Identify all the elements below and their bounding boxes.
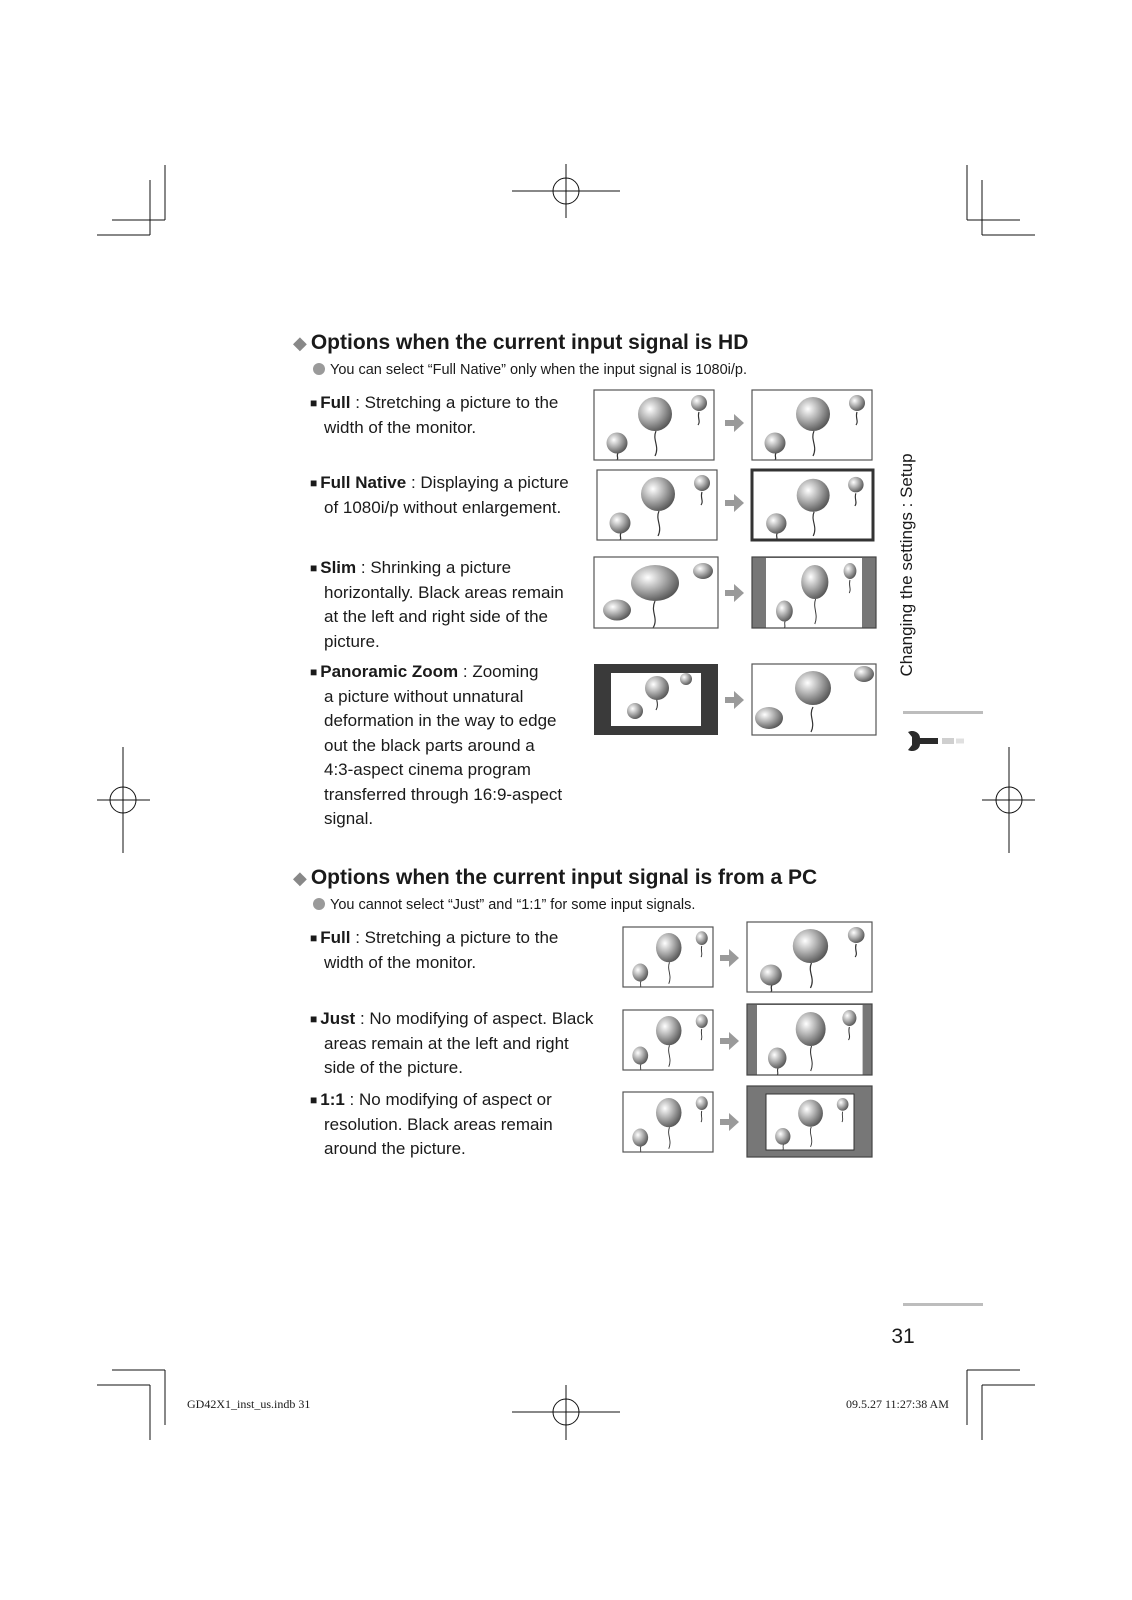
pc-just-before	[623, 1010, 713, 1070]
pc-item-just: ■ Just : No modifying of aspect. Black areas remain at the left and right side of the picture.	[310, 1009, 594, 1077]
arrow-right-icon	[720, 1113, 739, 1131]
pc-full-before	[623, 927, 713, 987]
arrow-right-icon	[720, 949, 739, 967]
hd-item-full: ■ Full : Stretching a picture to the width of the monitor.	[310, 393, 559, 437]
hd-full-before	[594, 390, 714, 460]
arrow-right-icon	[725, 691, 744, 709]
arrow-right-icon	[725, 494, 744, 512]
hd-item-slim: ■ Slim : Shrinking a picture horizontally. Black areas remain at the left and right side of the picture.	[310, 558, 564, 651]
hd-panoramic-zoom-after	[752, 664, 876, 735]
section-pc-heading: ◆ Options when the current input signal is from a PC	[293, 866, 818, 889]
section-hd-note: You can select “Full Native” only when the input signal is 1080i/p.	[313, 362, 747, 378]
pc-1-1-after	[747, 1086, 872, 1157]
arrow-right-icon	[720, 1032, 739, 1050]
footer-file-info: GD42X1_inst_us.indb 31	[187, 1397, 311, 1411]
side-tab-divider	[903, 711, 983, 714]
pc-item-1-1: ■ 1:1 : No modifying of aspect or resolution. Black areas remain around the picture.	[310, 1090, 553, 1158]
side-tab-label: Changing the settings : Setup	[897, 453, 916, 677]
arrow-right-icon	[725, 584, 744, 602]
page-number: 31	[891, 1325, 915, 1348]
pc-just-after	[747, 1004, 872, 1075]
wrench-icon	[908, 731, 964, 751]
hd-slim-after	[752, 557, 876, 628]
hd-full-native-after	[752, 470, 873, 540]
section-pc-note: You cannot select “Just” and “1:1” for some input signals.	[313, 897, 695, 913]
page-number-divider	[903, 1303, 983, 1306]
section-hd-heading: ◆ Options when the current input signal is HD	[293, 331, 749, 354]
diamond-icon: ◆	[293, 868, 307, 888]
pc-1-1-before	[623, 1092, 713, 1152]
pc-full-after	[747, 922, 872, 992]
pc-item-full: ■ Full : Stretching a picture to the width of the monitor.	[310, 928, 559, 972]
hd-item-full-native: ■ Full Native : Displaying a picture of 1080i/p without enlargement.	[310, 473, 569, 517]
hd-slim-before	[594, 557, 718, 628]
footer-timestamp: 09.5.27 11:27:38 AM	[846, 1397, 949, 1411]
diamond-icon: ◆	[293, 333, 307, 353]
hd-item-panoramic-zoom: ■ Panoramic Zoom : Zooming a picture without unnatural deformation in the way to edge out the black parts around a 4:3-aspect cinema program transferred through 16:9-aspect signal.	[310, 662, 563, 828]
hd-panoramic-zoom-before	[594, 664, 718, 735]
hd-full-native-before	[597, 470, 717, 540]
hd-full-after	[752, 390, 872, 460]
arrow-right-icon	[725, 414, 744, 432]
